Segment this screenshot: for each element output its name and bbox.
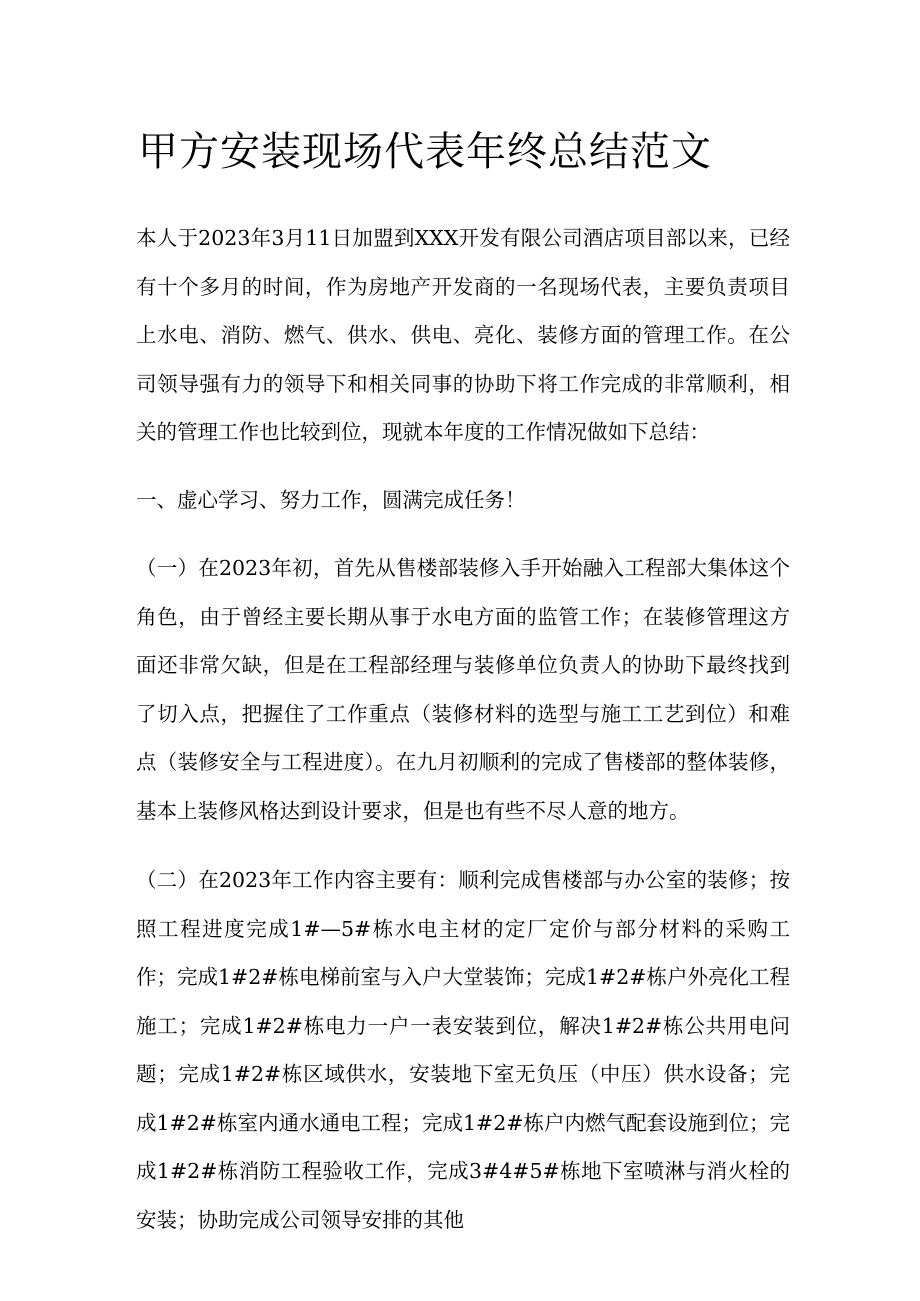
document-title: 甲方安装现场代表年终总结范文 [138, 129, 712, 175]
section-heading: 一、虚心学习、努力工作，圆满完成任务！ [136, 488, 526, 512]
item-paragraph-2: （二）在2023年工作内容主要有：顺利完成售楼部与办公室的装修；按照工程进度完成1#—5#栋水电主材的定厂定价与部分材料的采购工作；完成1#2#栋电梯前室与入户大堂装饰；完成1#2#栋户外亮化工程施工；完成1#2#栋电力一户一表安装到位，解决1#2#栋公共用电问题；完成1#2#栋区域供水，安装地下室无负压（中压）供水设备；完成1#2#栋室内通水通电工程；完成1#2#栋户内燃气配套设施到位；完成1#2#栋消防工程验收工作，完成3#4#5#栋地下室喷淋与消火栓的安装；协助完成公司领导安排的其他 [136, 868, 790, 1232]
intro-paragraph: 本人于2023年3月11日加盟到XXX开发有限公司酒店项目部以来，已经有十个多月的时间，作为房地产开发商的一名现场代表，主要负责项目上水电、消防、燃气、供水、供电、亮化、装修方面的管理工作。在公司领导强有力的领导下和相关同事的协助下将工作完成的非常顺利，相关的管理工作也比较到位，现就本年度的工作情况做如下总结： [136, 226, 790, 444]
item-paragraph-1: （一）在2023年初，首先从售楼部装修入手开始融入工程部大集体这个角色，由于曾经主要长期从事于水电方面的监管工作；在装修管理这方面还非常欠缺，但是在工程部经理与装修单位负责人的协助下最终找到了切入点，把握住了工作重点（装修材料的选型与施工工艺到位）和难点（装修安全与工程进度）。在九月初顺利的完成了售楼部的整体装修，基本上装修风格达到设计要求，但是也有些不尽人意的地方。 [136, 556, 790, 823]
